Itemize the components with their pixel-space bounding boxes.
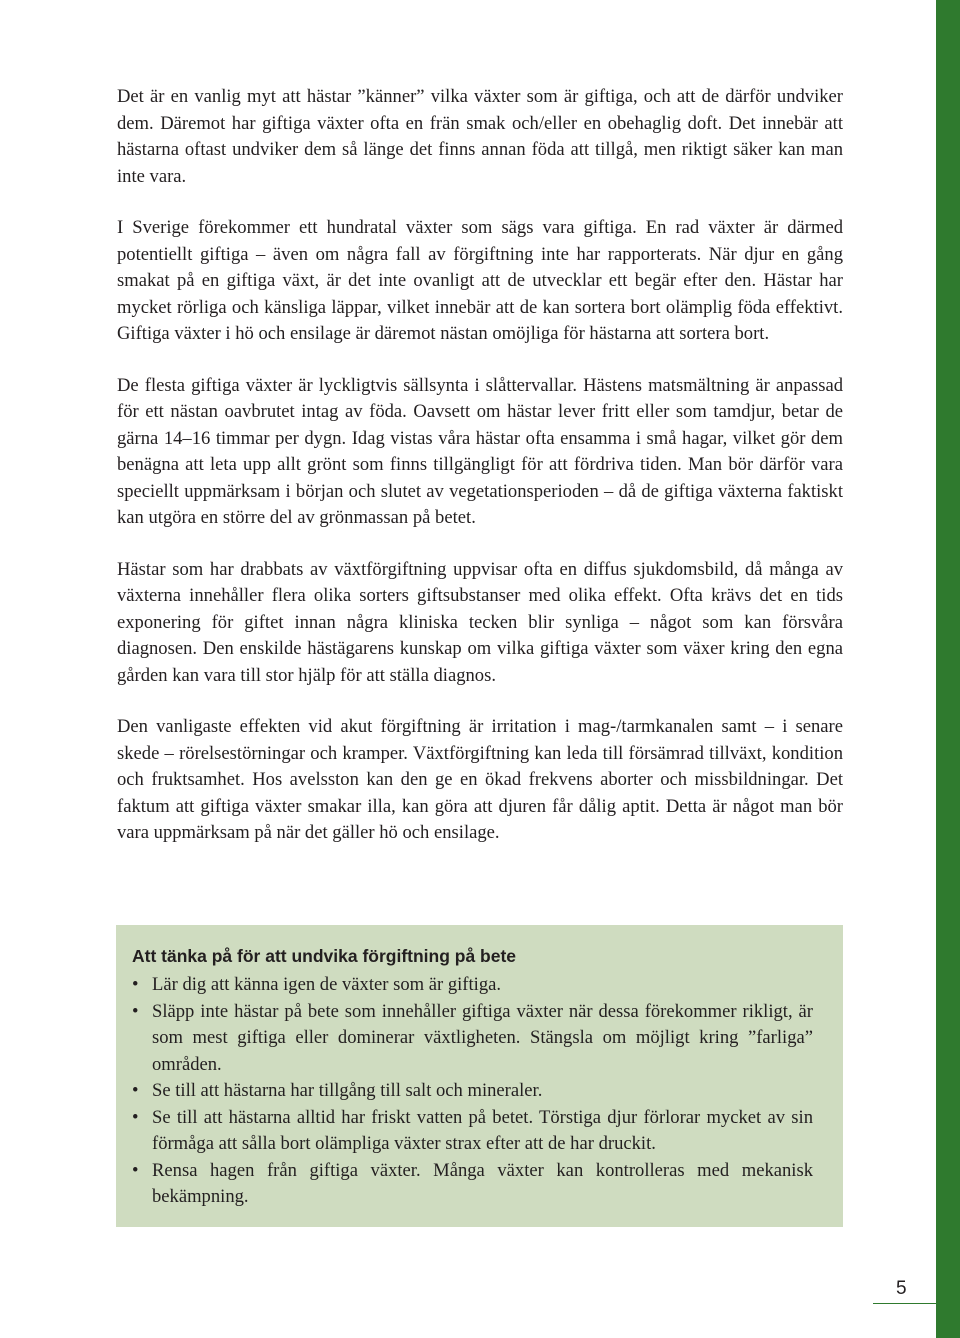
bullet-icon: • [132,1000,139,1022]
list-item-text: Se till att hästarna har tillgång till salt och mineraler. [152,1080,543,1101]
tips-box-title: Att tänka på för att undvika förgiftning på bete [132,946,517,966]
list-item [132,1158,827,1211]
tips-list [132,972,827,1211]
bullet-icon: • [132,1106,139,1128]
list-item [132,1078,827,1105]
list-item-text: Rensa hagen från giftiga växter. Många växter kan kontrolleras med mekanisk bekämpning. [152,1159,813,1207]
list-item [132,999,827,1079]
list-item [132,972,827,999]
list-item-text: Släpp inte hästar på bete som innehåller giftiga växter när dessa förekommer rikligt, är som mest giftiga eller dominerar växtligheten. Stängsla om möjligt kring ”farliga” områden. [152,1000,813,1075]
bullet-icon: • [132,1159,139,1181]
list-item-text: Lär dig att känna igen de växter som är giftiga. [152,974,502,995]
paragraph-5: Den vanligaste effekten vid akut förgiftning är irritation i mag-/tarmkanalen samt – i senare skede – rörelsestörningar och kramper. Växtförgiftning kan leda till försämrad tillväxt, kondition och fruktsamhet. Hos avelsston kan den ge en ökad frekvens aborter och missbildningar. Det faktum att giftiga växter smakar illa, kan göra att djuren får dålig aptit. Detta är något man bör vara uppmärksam på när det gäller hö och ensilage. [117,716,843,843]
list-item [132,1105,827,1158]
paragraph-2: I Sverige förekommer ett hundratal växter som sägs vara giftiga. En rad växter är därmed potentiellt giftiga – även om några fall av förgiftning inte har rapporterats. När djur en gång smakat på en giftiga växt, är det inte ovanligt att de utvecklar ett begär efter den. Hästar har mycket rörliga och känsliga läppar, vilket innebär att de kan sortera bort olämplig föda effektivt. Giftiga växter i hö och ensilage är däremot nästan omöjliga för hästarna att sortera bort. [117,217,843,344]
bullet-icon: • [132,1080,139,1101]
paragraph-3: De flesta giftiga växter är lyckligtvis sällsynta i slåttervallar. Hästens matsmältning är anpassad för ett nästan oavbrutet intag av föda. Oavsett om hästar lever fritt eller som tamdjur, betar de gärna 14–16 timmar per dygn. Idag vistas våra hästar ofta ensamma i små hagar, vilket gör dem benägna att leta upp allt grönt som finns tillgängligt för att fördriva tiden. Man bör därför vara speciellt uppmärksam i början och slutet av vegetationsperioden – då de giftiga växterna faktiskt kan utgöra en större del av grönmassan på betet. [117,374,843,528]
page-number: 5 [896,1278,907,1299]
page-number-rule [873,1303,936,1304]
list-item-text: Se till att hästarna alltid har friskt vatten på betet. Törstiga djur förlorar mycket av sin förmåga att sålla bort olämpliga växter strax efter att de har druckit. [152,1106,813,1154]
tips-box [116,925,843,1227]
paragraph-1: Det är en vanlig myt att hästar ”känner” vilka växter som är giftiga, och att de därför undviker dem. Däremot har giftiga växter ofta en frän smak och/eller en obehaglig doft. Det innebär att hästarna oftast undviker dem så länge det finns annan föda att tillgå, men riktigt säker kan man inte vara. [117,86,843,187]
bullet-icon: • [132,974,139,995]
page-edge-color-bar [936,0,960,1338]
body-text [117,84,843,872]
paragraph-4: Hästar som har drabbats av växtförgiftning uppvisar ofta en diffus sjukdomsbild, då många av växterna innehåller flera olika sorters giftsubstanser med olika effekt. Ofta krävs det en tids exponering för giftet innan några kliniska tecken blir synliga – något som kan försvåra diagnosen. Den enskilde hästägarens kunskap om vilka giftiga växter som växer kring den egna gården kan vara till stor hjälp för att ställa diagnos. [117,558,843,686]
